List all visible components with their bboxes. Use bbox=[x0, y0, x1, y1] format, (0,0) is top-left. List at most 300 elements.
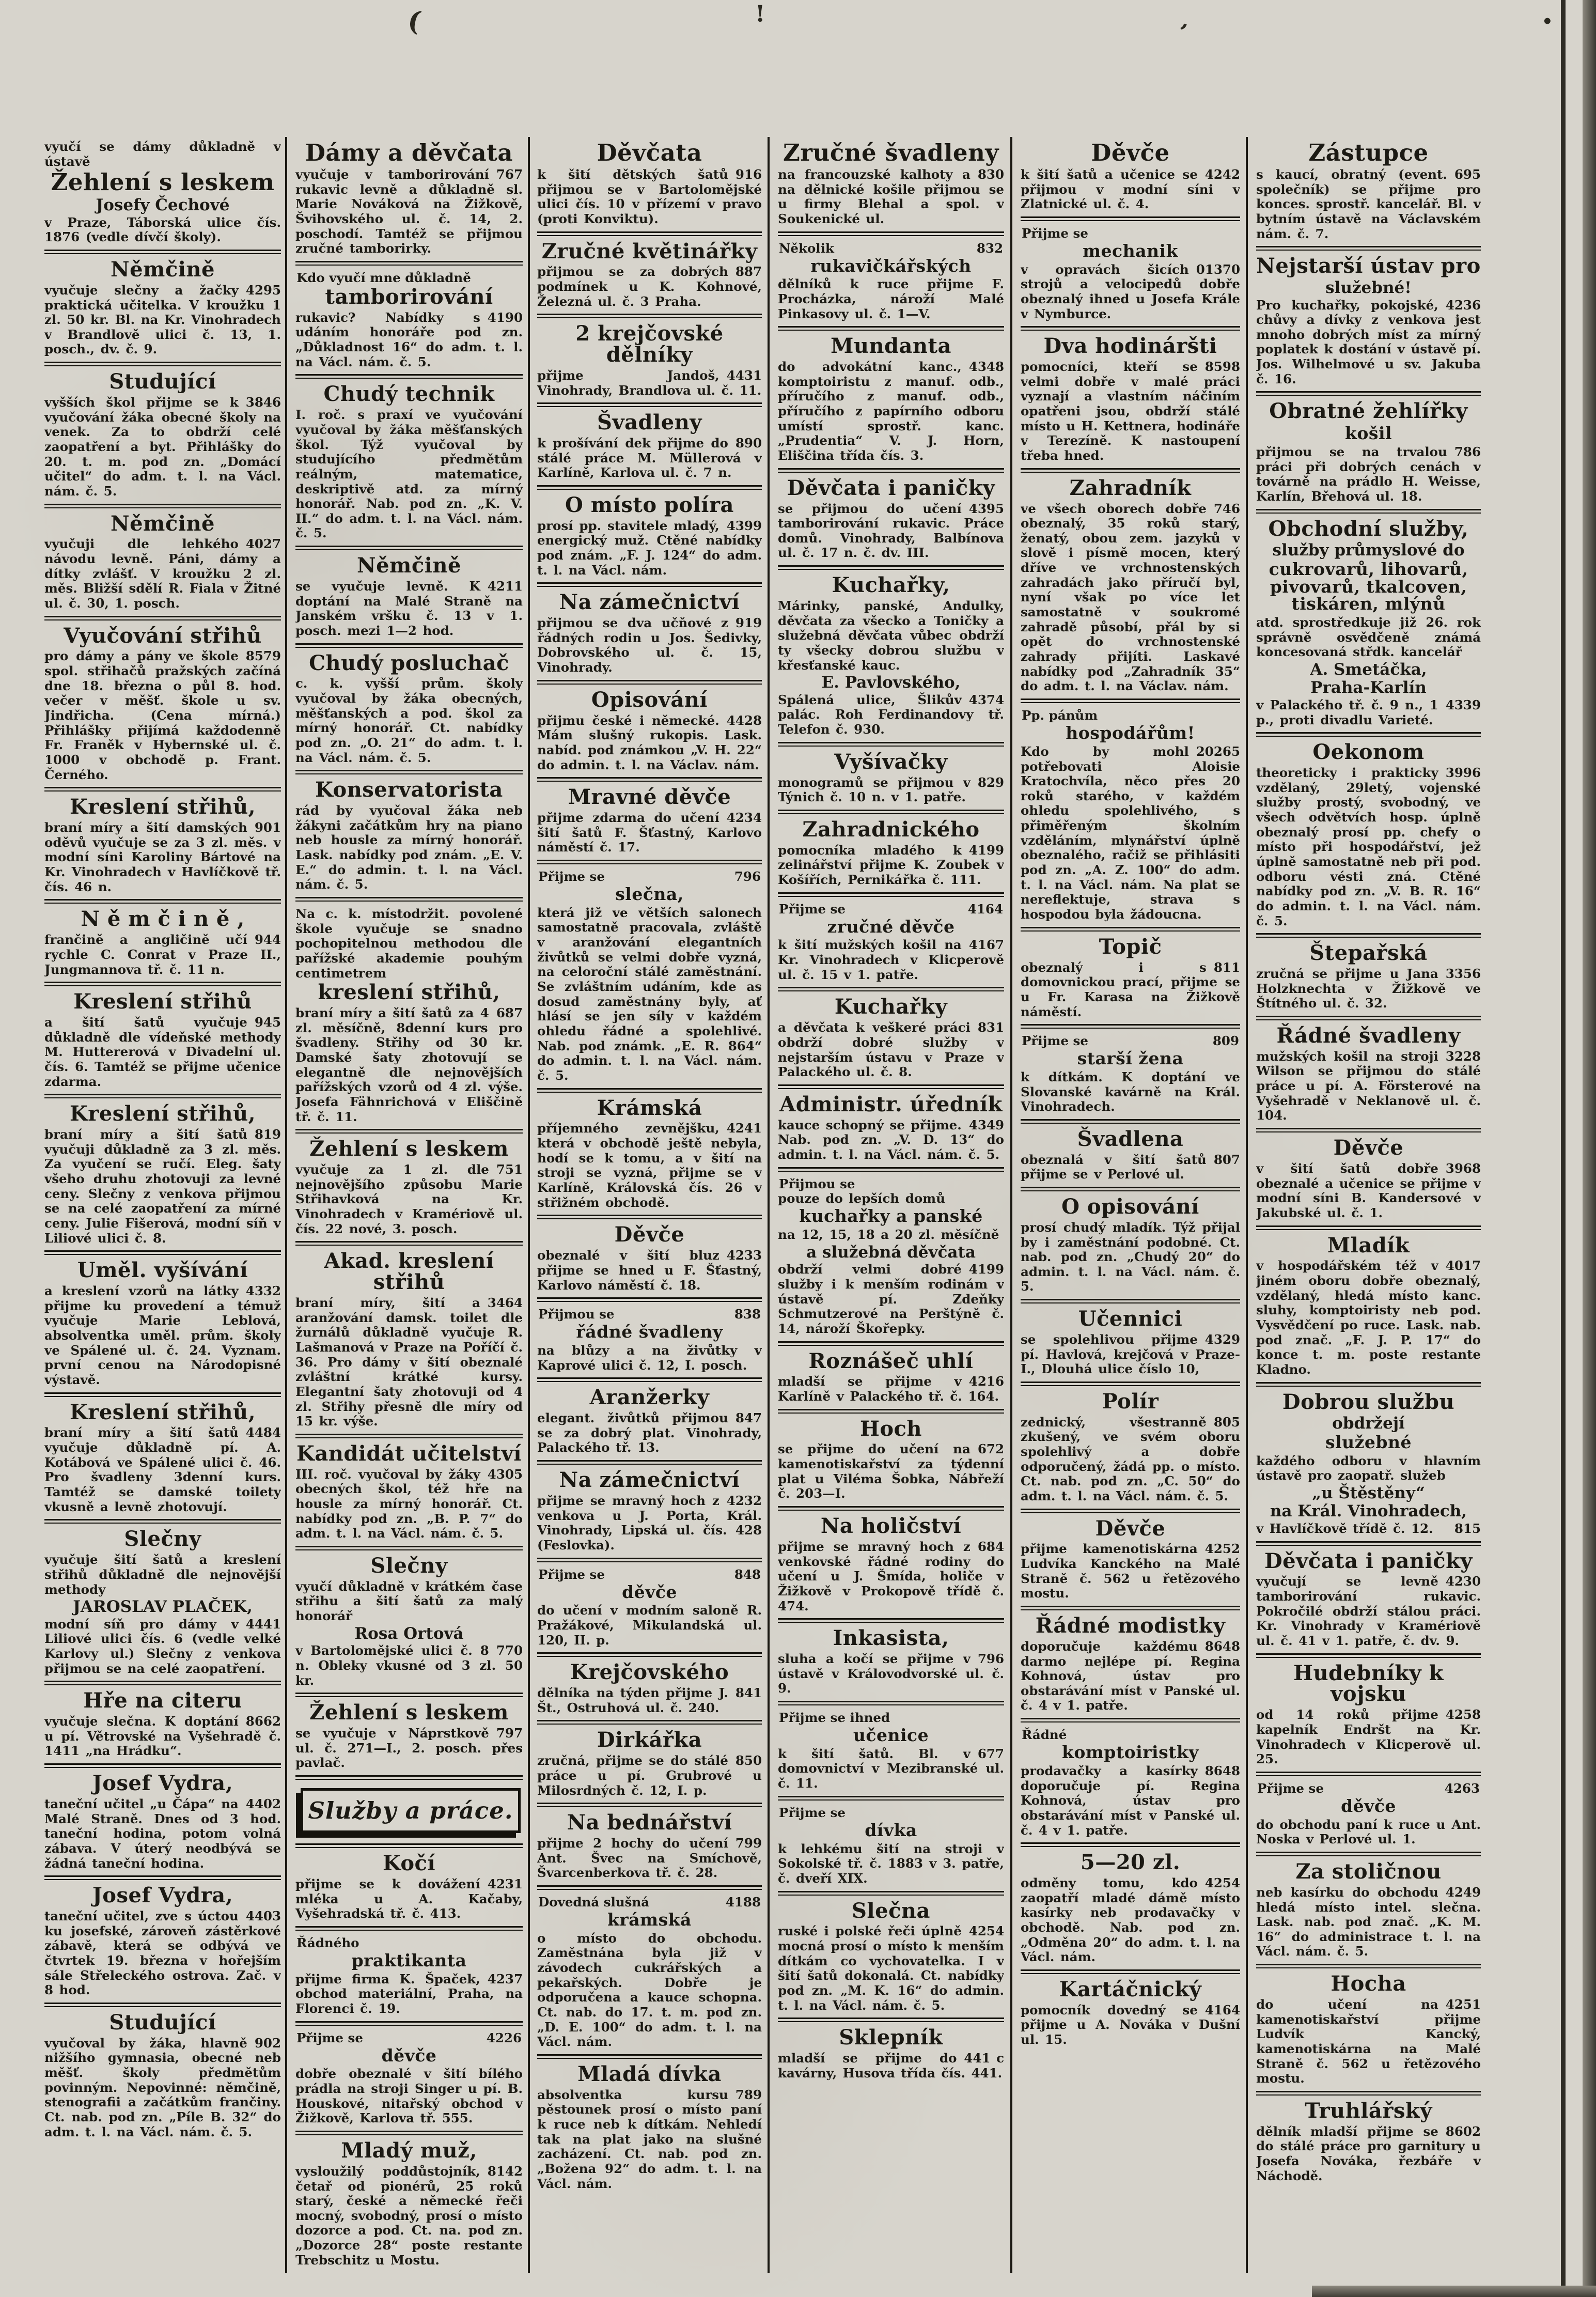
ad-headline: Děvče bbox=[614, 1222, 685, 1247]
ad-body: 687 braní míry a šití šatů za 4 zl. měsíčně, 8denní kurs pro švadleny. Střihy od 30 kr. Damské šaty zhotovují se elegantně dle nejnovějších pařížských vzorů od 4 zl. výše. Josefa Fähnrichová v Eliščině tř. č. 11. bbox=[295, 1005, 523, 1124]
ad-headline: Slečna bbox=[852, 1898, 930, 1923]
ad-body: 944 frančině a angličině učí rychle C. Conrat v Praze II., Jungmannova tř. č. 11 n. bbox=[44, 932, 281, 977]
ad-headline: krámská bbox=[607, 1910, 692, 1930]
ad-body-2: 815 v Havlíčkově třídě č. 12. bbox=[1256, 1520, 1481, 1536]
ad-headline: Hudebníky k vojsku bbox=[1293, 1660, 1444, 1706]
ad-body: 4348 do advokátní kanc., komptoiristu z manuf. odb., příručího z manuf. odb., příručího z papírního odboru umístí sprostř. kanc. „Prudentia“ V. J. Horn, Eliščina třída čís. 3. bbox=[778, 359, 1004, 463]
ad-number: 4226 bbox=[486, 2030, 522, 2045]
ad-number: 3846 bbox=[245, 394, 281, 410]
ad-separator bbox=[44, 982, 281, 986]
ad-headline: Kartáčnický bbox=[1059, 1977, 1202, 2001]
ad-number: 8602 bbox=[1445, 2123, 1481, 2139]
ad-body: 901 braní míry a šití damských oděvů vyučuje se za 3 zl. měs. v modní síni Karoliny Bártové na Kr. Vinohradech v Havlíčkově tř. čís. 46 n. bbox=[44, 820, 281, 894]
ad-number: 4249 bbox=[1445, 1884, 1481, 1900]
column-6 bbox=[1256, 139, 1481, 2297]
ad-headline: Inkasista, bbox=[833, 1626, 949, 1651]
ad-body: 695 s kaucí, obratný (event. společník) se přijme pro konces. sprostř. kancelář. Bl. v bytním ústavě na Václavském nám. č. 7. bbox=[1256, 166, 1481, 241]
ad-separator bbox=[295, 261, 523, 266]
ad-number: 751 bbox=[496, 1162, 523, 1177]
ad-separator bbox=[1256, 1225, 1481, 1230]
ad-body: 945 a šití šatů vyučuje důkladně dle vídeňské methody M. Huttererová v Divadelní ul. čís. 6. Tamtéž se přijme učenice zdarma. bbox=[44, 1014, 281, 1089]
classified-ad bbox=[537, 492, 762, 578]
ad-body: do učení v modním saloně R. Pražákové, Mikulandská ul. 120, II. p. bbox=[537, 1603, 762, 1648]
classified-ad bbox=[537, 2064, 762, 2191]
ad-headline: Řádné modistky bbox=[1035, 1613, 1226, 1638]
ad-separator bbox=[778, 1701, 1004, 1705]
ad-number: 4237 bbox=[487, 1971, 523, 1986]
ad-number: 796 bbox=[977, 1651, 1004, 1666]
ad-number: 850 bbox=[735, 1753, 762, 1768]
classified-ad bbox=[1021, 1979, 1240, 2047]
ad-separator bbox=[44, 1763, 281, 1768]
ad-body-2: 4374 Spálená ulice, Šlikův palác. Roh Ferdinandovy tř. Telefon č. 930. bbox=[778, 692, 1004, 737]
ad-body: na blůzy a na živůtky v Kaprové ulici č. 12, I. posch. bbox=[537, 1343, 762, 1373]
ad-number: 4234 bbox=[726, 810, 762, 826]
classified-ad bbox=[44, 1885, 281, 1998]
ad-separator bbox=[537, 1377, 762, 1382]
classified-ad bbox=[778, 997, 1004, 1079]
classified-ad bbox=[1021, 934, 1240, 1019]
ad-body: 3228 mužských košil na stroji Wilson se přijmou do stálé práce u pí. A. Försterové na Vyšehradě v Neklanově ul. č. 104. bbox=[1256, 1048, 1481, 1123]
ad-lead-text: Kdo vyučí mne důkladně bbox=[296, 270, 471, 285]
classified-ad bbox=[44, 1402, 281, 1515]
ad-body: 4230 vyučují se levně tamborirování rukavic. Pokročilé obdrží stálou práci. Kr. Vinohrady v Kramériově ul. č. 41 v 1. patře, č. dv. 9. bbox=[1256, 1574, 1481, 1649]
ad-name-line: a služebná děvčata bbox=[806, 1243, 976, 1262]
classified-ad bbox=[44, 991, 281, 1089]
ad-headline: Dámy a děvčata bbox=[305, 139, 513, 166]
ad-body: 3846 vyšších škol přijme se k vyučování žáka obecné školy na venek. Za to obdrží celé zaopatření a byt. Přihlášky do 20. t. m. pod zn. „Domácí učitel“ do adm. t. l. na Václ. nám. č. 5. bbox=[44, 394, 281, 499]
ad-body: 4242 k šití šatů a učenice se přijmou v modní síni v Zlatnické ul. č. 4. bbox=[1021, 166, 1240, 212]
ad-body: 890 k prošívání dek přijme do stálé práce M. Müllerová v Karlíně, Karlova ul. č. 7 n. bbox=[537, 435, 762, 480]
ad-number: 4190 bbox=[487, 309, 523, 325]
classified-ad bbox=[44, 797, 281, 894]
ad-body: která již ve větších salonech samostatně pracovala, zvláště v aranžování elegantních živůtků se velmi dobře vyzná, na celoroční stálé zaměstnání. Se zvláštním udáním, kde as dosud zaměstnány byly, ať hlásí se jen síly v každém ohledu řádné a spolehlivé. Nab. pod známk. „E. R. 864“ do admin. t. l. na Václ. nám. č. 5. bbox=[537, 905, 762, 1083]
ad-body: 3996 theoreticky i prakticky vzdělaný, 29letý, vojenské služby prostý, svobodný, ve všech odvětvích hosp. úplně obeznalý prosí pp. chefy o místo při hospodářství, jež úplně samostatně neb při pod. odboru vésti zná. Ctěné nabídky pod zn. „V. B. R. 16“ do admin. t. l. na Václ. nám. č. 5. bbox=[1256, 765, 1481, 928]
ad-number: 20265 bbox=[1196, 743, 1240, 759]
ad-body-2: 770 v Bartolomějské ulici č. 8 n. Obleky vkusné od 3 zl. 50 kr. bbox=[295, 1643, 523, 1688]
classified-ad bbox=[1256, 1660, 1481, 1767]
ad-separator bbox=[778, 1618, 1004, 1623]
ad-headline: Dirkářka bbox=[597, 1728, 702, 1752]
ad-headline: rukavičkářských bbox=[810, 255, 972, 276]
ad-number: 4348 bbox=[968, 359, 1004, 375]
ad-headline: Studující bbox=[109, 369, 216, 394]
ad-separator bbox=[295, 897, 523, 902]
ad-body: 677 k šití šatů. Bl. v domovnictví v Mezibranské ul. č. 11. bbox=[778, 1746, 1004, 1791]
ad-separator bbox=[778, 1796, 1004, 1801]
ad-separator bbox=[778, 1891, 1004, 1896]
ad-headline: hospodářům! bbox=[1066, 723, 1195, 743]
ad-headline: Krejčovského bbox=[570, 1660, 729, 1685]
ad-number: 4242 bbox=[1204, 166, 1240, 182]
ad-headline: Žehlení s leskem bbox=[309, 1137, 509, 1161]
ad-headline: mechanik bbox=[1083, 241, 1178, 261]
classified-ad bbox=[778, 241, 1004, 322]
ad-separator bbox=[537, 860, 762, 864]
ad-headline: Uměl. vyšívání bbox=[77, 1258, 248, 1283]
classified-ad bbox=[1021, 1852, 1240, 1965]
ad-headline: řádné švadleny bbox=[576, 1322, 723, 1342]
ad-headline: Vyšívačky bbox=[834, 749, 948, 774]
ad-separator bbox=[295, 1241, 523, 1246]
ad-lead bbox=[537, 1307, 762, 1322]
ad-headline: Zahradník bbox=[1069, 475, 1192, 500]
classified-ad bbox=[537, 1567, 762, 1648]
ad-separator bbox=[1256, 933, 1481, 938]
ad-separator bbox=[778, 1341, 1004, 1346]
ad-headline: Kreslení střihů, bbox=[69, 1400, 256, 1424]
classified-ad bbox=[778, 475, 1004, 561]
ad-separator bbox=[537, 2054, 762, 2059]
ad-separator bbox=[778, 468, 1004, 473]
ad-body: 4428 přijmu české i německé. Mám slušný rukopis. Lask. nabíd. pod známkou „V. H. 22“ do admin. t. l. na Václav. nám. bbox=[537, 712, 762, 772]
classified-ad bbox=[1021, 141, 1240, 212]
ad-headline: Chudý posluchač bbox=[309, 650, 509, 675]
ad-separator bbox=[537, 680, 762, 685]
ad-headline: Žehlení s leskem bbox=[51, 168, 275, 196]
ad-number: 4263 bbox=[1444, 1780, 1480, 1796]
ad-headline: Mravné děvče bbox=[568, 785, 731, 810]
ad-body: 4233 obeznalé v šití bluz přijme se hned u F. Šťastný, Karlovo náměstí č. 18. bbox=[537, 1248, 762, 1293]
ad-separator bbox=[295, 374, 523, 379]
ad-number: 830 bbox=[977, 166, 1004, 182]
ad-number: 4236 bbox=[1445, 297, 1481, 313]
classified-ad bbox=[295, 2140, 523, 2268]
ad-number: 796 bbox=[734, 868, 761, 884]
ad-number: 4017 bbox=[1445, 1258, 1481, 1274]
classified-ad bbox=[1256, 1023, 1481, 1123]
ad-body: 4027 vyučuji dle lehkého návodu levně. Páni, dámy a dítky zvlášť. V kroužku 2 zl. měs. Bližší sdělí R. Fiala v Žitné ul. č. 30, 1. posch. bbox=[44, 536, 281, 611]
ad-separator bbox=[1256, 246, 1481, 251]
ad-body: 3464 braní míry, šití a aranžování damsk. toilet dle žurnálů důkladně vyučuje R. Lašmanová v Praze na Poříčí č. 36. Pro dámy v šití obeznalé zvláštní krátké kursy. Elegantní šaty zhotovuji od 4 zl. Střihy přesně dle míry od 15 kr. výše. bbox=[295, 1295, 523, 1429]
ad-headline: Mladý muž, bbox=[341, 2138, 477, 2163]
classified-ad bbox=[1021, 1034, 1240, 1114]
classified-ad bbox=[778, 1348, 1004, 1404]
classified-ad bbox=[778, 2027, 1004, 2081]
ad-name-line-2: Praha-Karlín bbox=[1310, 678, 1427, 697]
ad-body: vyučí důkladně v krátkém čase střihu a šití šatů za malý honorář bbox=[295, 1578, 523, 1624]
ad-number: 848 bbox=[734, 1566, 761, 1582]
ad-headline: Kandidát učitelství bbox=[296, 1441, 522, 1466]
classified-ad bbox=[1021, 1391, 1240, 1504]
ad-separator bbox=[44, 1875, 281, 1880]
ad-headline: Kreslení střihů, bbox=[69, 1101, 256, 1126]
ad-lead bbox=[537, 1567, 762, 1582]
ad-headline: Děvče bbox=[1333, 1136, 1404, 1160]
ad-lead bbox=[537, 1895, 762, 1910]
ad-headline: Chudý technik bbox=[323, 382, 495, 407]
classified-ad bbox=[537, 1730, 762, 1798]
ad-separator bbox=[295, 2021, 523, 2026]
ad-headline: Kreslení střihů bbox=[73, 989, 252, 1014]
ad-separator bbox=[1021, 1969, 1240, 1974]
ad-headline: N ě m č i n ě , bbox=[81, 907, 245, 932]
ad-body: 3968 v šití šatů dobře obeznalé a učenice se přijme v modní síni B. Kandersové v Jakubské ul. č. 1. bbox=[1256, 1160, 1481, 1220]
ad-headline: Němčině bbox=[111, 257, 215, 282]
ad-body: 789 absolventka kursu pěstounek prosí o místo paní k ruce neb k dítkám. Nehledí tak na plat jako na slušné zacházení. Ct. nab. pod zn. „Božena 92“ do adm. t. l. na Václ. nám. bbox=[537, 2087, 762, 2191]
ad-separator bbox=[1021, 1606, 1240, 1610]
ad-headline: Dobrou službu bbox=[1282, 1389, 1455, 1414]
ad-number: 4230 bbox=[1445, 1574, 1481, 1589]
classified-ad bbox=[44, 259, 281, 357]
ad-headline: Němčině bbox=[357, 553, 461, 578]
ad-body: 4403 taneční učitel, zve s úctou ku josefské, zároveň zástěrkové zábavě, která se odbývá ve čtvrtek 19. března v hořejším sále Střeleckého ostrova. Zač. v 8 hod. bbox=[44, 1908, 281, 1998]
ad-separator bbox=[537, 1652, 762, 1657]
classified-ad bbox=[778, 902, 1004, 983]
ad-number: 4216 bbox=[968, 1374, 1004, 1389]
ad-separator bbox=[1256, 1653, 1481, 1658]
ad-body: 4258 od 14 roků přijme kapelník Endršt na Kr. Vinohradech v Klicperově ul. 25. bbox=[1256, 1707, 1481, 1767]
ad-number: 829 bbox=[977, 774, 1004, 790]
ad-body: 916 k šití dětských šatů přijmou se v Bartolomějské ulici čís. 10 v přízemí v pravo (proti Konviktu). bbox=[537, 166, 762, 226]
ad-body: na 12, 15, 18 a 20 zl. měsíčně bbox=[778, 1227, 999, 1243]
ad-headline: Mundanta bbox=[831, 334, 951, 359]
ad-body-2: 4199 obdrží velmi dobré služby i k menším rodinám v ústavě pí. Zdeňky Schmutzerové na Perštýně č. 14, nároží Škořepky. bbox=[778, 1262, 1004, 1336]
ad-number: 695 bbox=[1454, 166, 1481, 182]
ad-separator bbox=[44, 616, 281, 620]
ad-separator bbox=[1256, 391, 1481, 396]
ad-headline: Krámská bbox=[597, 1095, 702, 1120]
classified-ad bbox=[1021, 1194, 1240, 1294]
classified-ad bbox=[295, 271, 523, 370]
ad-number: 807 bbox=[1213, 1152, 1240, 1167]
ad-separator bbox=[295, 546, 523, 550]
column-5 bbox=[1021, 139, 1240, 2297]
classified-ad bbox=[44, 511, 281, 611]
classified-ad bbox=[44, 1529, 281, 1676]
ad-lead-text: Přijmou se bbox=[779, 1176, 855, 1191]
ad-lead bbox=[295, 2031, 523, 2045]
ad-headline: praktikanta bbox=[351, 1950, 467, 1970]
ad-headline: Oekonom bbox=[1312, 740, 1425, 765]
ad-headline: Na bednářství bbox=[567, 1810, 732, 1835]
ad-number: 4211 bbox=[487, 578, 523, 594]
ad-number: 4441 bbox=[245, 1616, 281, 1632]
ad-body: 4199 pomocníka mladého k zelinářství přijme K. Zoubek v Košířích, Pernikářka č. 111. bbox=[778, 842, 1004, 887]
ad-headline: Kuchařky, bbox=[832, 573, 950, 598]
ad-body: 4305 III. roč. vyučoval by žáky obecných škol, též hře na housle za mírný honorář. Ct. nabídky pod zn. „B. P. 7“ do adm. t. l. na Václ. nám. č. 5. bbox=[295, 1466, 523, 1541]
ad-body: c. k. vyšší prům. školy vyučoval by žáka obecných, měšťanských a pod. škol za mírný honorář. Ct. nabídky pod zn. „O. 21“ do adm. t. l. na Václ. nám. č. 5. bbox=[295, 676, 523, 765]
scan-artifact: ( bbox=[404, 4, 424, 38]
ad-separator bbox=[1021, 1119, 1240, 1124]
ad-separator bbox=[295, 1926, 523, 1931]
ad-headline: Akad. kreslení střihů bbox=[324, 1249, 494, 1295]
ad-separator bbox=[295, 1843, 523, 1848]
ad-number: 4251 bbox=[1445, 1996, 1481, 2012]
ad-separator bbox=[44, 1094, 281, 1098]
ad-headline: Administr. úředník bbox=[779, 1092, 1003, 1116]
ad-number: 4484 bbox=[245, 1425, 281, 1440]
ad-separator bbox=[295, 1546, 523, 1550]
ad-separator bbox=[537, 582, 762, 587]
classified-ad bbox=[295, 555, 523, 638]
ad-separator bbox=[1256, 2091, 1481, 2096]
classified-ad bbox=[1256, 1138, 1481, 1220]
ad-lead-text: Řádného bbox=[296, 1935, 359, 1950]
ad-lead bbox=[295, 1936, 523, 1950]
ad-number: 4305 bbox=[487, 1466, 523, 1482]
ad-headline: Polír bbox=[1102, 1389, 1159, 1414]
ad-lead bbox=[778, 1806, 1004, 1820]
ad-separator bbox=[1256, 1852, 1481, 1856]
ad-separator bbox=[537, 777, 762, 782]
ad-body: 829 monogramů se přijmou v Týnich č. 10 n. v 1. patře. bbox=[778, 774, 1004, 805]
classified-ad bbox=[1256, 1548, 1481, 1649]
ad-lead-text: Přijme se bbox=[538, 1566, 605, 1582]
ad-separator bbox=[1021, 699, 1240, 703]
ad-separator bbox=[1256, 1382, 1481, 1387]
ad-number: 3356 bbox=[1445, 966, 1481, 982]
ad-headline: Kuchařky bbox=[834, 995, 948, 1019]
ad-name-line: A. Smetáčka, bbox=[1310, 660, 1427, 679]
ad-separator bbox=[537, 1215, 762, 1219]
ad-headline: Studující bbox=[109, 2010, 216, 2035]
ad-separator bbox=[778, 892, 1004, 897]
ad-body: každého odboru v hlavním ústavě pro zaopatř. služeb bbox=[1256, 1453, 1481, 1483]
ad-body-2: 4441 modní síň pro dámy v Liliové ulici čís. 6 (vedle velké Karlovy ul.) Slečny z venkova přijmou se na celé zaopatření. bbox=[44, 1616, 281, 1676]
ad-separator bbox=[537, 1720, 762, 1725]
ad-headline: Zahradnického bbox=[802, 817, 980, 842]
ad-headline: Němčině bbox=[111, 511, 215, 536]
ad-separator bbox=[44, 1250, 281, 1255]
ad-number: 4428 bbox=[726, 712, 762, 728]
ad-number: 4027 bbox=[245, 536, 281, 552]
ad-separator bbox=[778, 231, 1004, 236]
ad-number: 4431 bbox=[726, 367, 762, 383]
ad-headline: děvče bbox=[622, 1581, 677, 1602]
ad-number: 805 bbox=[1213, 1414, 1240, 1430]
ad-body: k lehkému šití na stroji v Sokolské tř. č. 1883 v 3. patře, č. dveří XIX. bbox=[778, 1841, 1004, 1886]
ad-separator bbox=[1256, 509, 1481, 514]
ad-body: 8602 dělník mladší přijme se do stálé práce pro garnitury u Josefa Nováka, řezbáře v Náchodě. bbox=[1256, 2123, 1481, 2183]
ad-separator bbox=[295, 1434, 523, 1438]
ad-body: 4254 ruské i polské řeči úplně mocná prosí o místo k menším dítkám co vychovatelka. I v šití šatů dokonalá. Ct. nabídky pod zn. „M. K. 16“ do admin. t. l. na Václ. nám. č. 5. bbox=[778, 1923, 1004, 2013]
ad-body: 807 obeznalá v šití šatů přijme se v Perlové ul. bbox=[1021, 1152, 1240, 1182]
ad-headline: Mladá dívka bbox=[577, 2062, 722, 2087]
ad-body: 850 zručná, přijme se do stálé práce u pí. Grubrové u Milosrdných č. 12, I. p. bbox=[537, 1753, 762, 1798]
ad-headline: Žehlení s leskem bbox=[309, 1700, 509, 1725]
ad-headline: Vyučování střihů bbox=[64, 623, 262, 648]
ad-headline: Na holičství bbox=[820, 1514, 962, 1539]
ad-body: 796 sluha a kočí se přijme v ústavě v Královodvorské ul. č. 9. bbox=[778, 1651, 1004, 1696]
ad-headline: Kočí bbox=[382, 1851, 436, 1876]
ad-body: 4251 do učení na kamenotiskařství přijme Ludvík Kancký, kamenotiskárna na Malé Straně č. 562 u řetězového mostu. bbox=[1256, 1996, 1481, 2086]
ad-body: 684 přijme se mravný hoch z venkovské řádné rodiny do učení u J. Šmída, holiče v Žižkově v Prokopově třídě č. 474. bbox=[778, 1539, 1004, 1613]
ad-body: 4017 v hospodářském též v jiném oboru dobře obeznalý, vzdělaný, hledá místo kanc. sluhy, komptoiristy neb pod. Vysvědčení po ruce. Lask. nab. pod znač. „F. J. P. 17“ do konce t. m. poste restante Kladno. bbox=[1256, 1258, 1481, 1377]
ad-headline: děvče bbox=[1341, 1796, 1396, 1817]
ad-lead bbox=[1021, 226, 1240, 241]
ad-headline: Děvčata i paničky bbox=[1264, 1548, 1473, 1573]
ad-headline-2: košil bbox=[1344, 423, 1392, 444]
ad-headline: dívka bbox=[865, 1820, 917, 1840]
ad-separator bbox=[44, 787, 281, 791]
ad-name-line: E. Pavlovského, bbox=[821, 673, 961, 692]
ad-number: 4374 bbox=[968, 692, 1004, 707]
classified-ad bbox=[778, 1177, 1004, 1337]
ad-headline: Kreslení střihů, bbox=[69, 795, 256, 819]
classified-ad bbox=[1256, 1389, 1481, 1536]
ad-number: 3464 bbox=[487, 1295, 523, 1311]
ad-number: 944 bbox=[254, 932, 281, 948]
ad-separator bbox=[537, 1885, 762, 1890]
ad-number: 4329 bbox=[1204, 1331, 1240, 1347]
ad-number: 767 bbox=[496, 166, 523, 182]
ad-body-2: v Praze, Táborská ulice čís. 1876 (vedle dívčí školy). bbox=[44, 214, 281, 245]
ad-lead bbox=[1021, 1728, 1240, 1742]
column-1 bbox=[44, 139, 281, 2297]
ad-number: 786 bbox=[1454, 444, 1481, 459]
ad-body: 672 se přijme do učení na kamenotiskařství za týdenní plat u Viléma Šobka, Nábřeží č. 203—I. bbox=[778, 1441, 1004, 1501]
ad-separator bbox=[44, 1392, 281, 1397]
classified-ad bbox=[1256, 1861, 1481, 1959]
classified-ad bbox=[1021, 226, 1240, 321]
ad-body: 8598 pomocníci, kteří se velmi dobře v malé práci vyznají a vlastním náčiním opatřeni jsou, obdrží stálé místo u H. Kettnera, hodináře v Terezíně. K nastoupení třeba hned. bbox=[1021, 359, 1240, 463]
ad-separator bbox=[778, 2017, 1004, 2022]
classified-ad bbox=[44, 139, 281, 245]
ad-intro: Na c. k. místodržit. povolené škole vyučuje se snadno pochopitelnou methodou dle pařížské akademie pouhým centimetrem bbox=[295, 906, 523, 981]
ad-separator bbox=[537, 402, 762, 407]
ad-number: 4164 bbox=[1204, 2002, 1240, 2017]
ad-lead-text: Přijme se ihned bbox=[779, 1710, 890, 1725]
ad-headline: Aranžerky bbox=[589, 1385, 710, 1410]
ad-headline: Děvče bbox=[1091, 139, 1170, 166]
ad-body: 4484 braní míry a šití šatů vyučuje důkladně pí. A. Kotábová ve Spálené ulici č. 46. Pro švadleny 3denní kurs. Tamtéž se damské toilety vkusně a levně zhotovují. bbox=[44, 1425, 281, 1514]
classified-ad bbox=[44, 371, 281, 499]
classified-ad bbox=[1256, 141, 1481, 241]
ad-body: 841 dělníka na týden přijme J. Št., Ostruhová ul. č. 240. bbox=[537, 1685, 762, 1715]
classified-ad bbox=[537, 241, 762, 309]
ad-body: 811 obeznalý i s domovnickou prací, přijme se u Fr. Karasa na Žižkově náměstí. bbox=[1021, 959, 1240, 1019]
ad-body: 4190 rukavic? Nabídky s udáním honoráře pod zn. „Důkladnost 16“ do adm. t. l. na Václ. nám. č. 5. bbox=[295, 309, 523, 369]
ad-number: 815 bbox=[1454, 1520, 1481, 1536]
scan-edge-bottom bbox=[1312, 2286, 1596, 2297]
ad-separator bbox=[778, 326, 1004, 331]
classified-ad bbox=[1021, 708, 1240, 922]
scan-artifact: ! bbox=[755, 1, 765, 27]
classified-ad bbox=[778, 1628, 1004, 1696]
ad-separator bbox=[1021, 927, 1240, 932]
ad-subheadline: služby průmyslové do bbox=[1272, 541, 1465, 560]
ad-number: 799 bbox=[735, 1835, 762, 1851]
ad-name-line-2: na Král. Vinohradech, bbox=[1270, 1502, 1467, 1521]
column-divider bbox=[1010, 137, 1012, 2273]
classified-ad bbox=[295, 1441, 523, 1541]
ad-separator bbox=[1256, 1964, 1481, 1968]
ad-number: 684 bbox=[977, 1539, 1004, 1554]
classified-ad bbox=[295, 1251, 523, 1429]
ad-body: 831 a děvčata k veškeré práci obdrží dobré služby v nejstarším ústavu v Praze v Palackého ul. č. 8. bbox=[778, 1020, 1004, 1080]
column-divider bbox=[285, 137, 287, 2273]
classified-ad bbox=[1021, 1309, 1240, 1377]
ad-lead-text: Přijme se bbox=[779, 1805, 846, 1820]
classified-ad bbox=[778, 1711, 1004, 1791]
ad-separator bbox=[44, 504, 281, 508]
ad-body-2: 4339 v Palackého tř. č. 9 n., 1 p., proti divadlu Varieté. bbox=[1256, 697, 1481, 727]
ad-separator bbox=[537, 231, 762, 236]
classified-ad bbox=[1021, 475, 1240, 694]
ad-number: 4254 bbox=[1204, 1875, 1240, 1891]
ad-headline: Josef Vydra, bbox=[92, 1771, 233, 1796]
ad-body: 830 na francouzské kalhoty a na dělnické košile přijmou se u firmy Blehal a spol. v Soukenické ul. bbox=[778, 166, 1004, 226]
ad-body: prosí chudý mladík. Týž přijal by i zaměstnání podobné. Ct. nab. pod zn. „Chudý 20“ do admin. t. l. na Václ. nám. č. 5. bbox=[1021, 1219, 1240, 1294]
ad-separator bbox=[1021, 1024, 1240, 1029]
column-3 bbox=[537, 139, 762, 2297]
ad-separator bbox=[537, 1803, 762, 1807]
ad-separator bbox=[1021, 326, 1240, 331]
ad-number: 797 bbox=[496, 1726, 523, 1741]
ad-separator bbox=[537, 1088, 762, 1093]
classified-ad bbox=[295, 1853, 523, 1921]
